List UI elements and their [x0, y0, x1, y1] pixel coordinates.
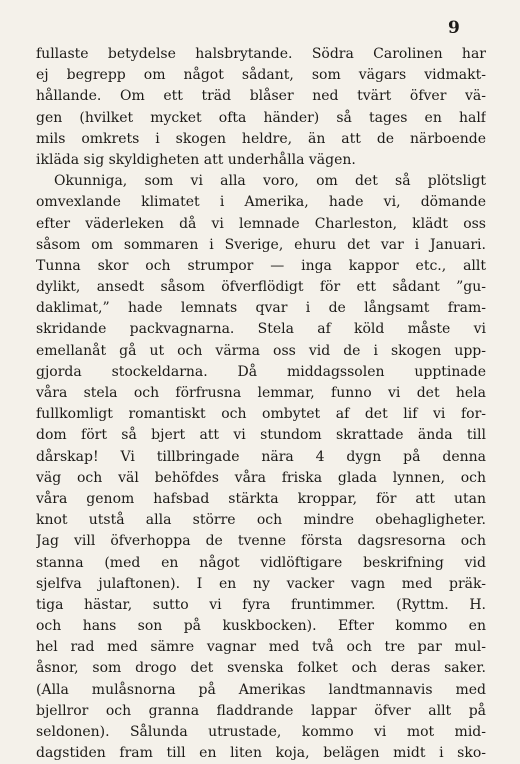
text-line: sjelfva julaftonen). I en ny vacker vagn med präk- — [36, 575, 486, 592]
text-line: och hans son på kuskbocken). Efter kommo en — [36, 618, 486, 635]
text-line: hel rad med sämre vagnar med två och tre par mul- — [36, 639, 486, 656]
text-line: väg och väl behöfdes våra friska glada lynnen, och — [36, 469, 486, 486]
text-line: Okunniga, som vi alla voro, om det så plötsligt — [54, 173, 486, 190]
text-line: stanna (med en något vidlöftigare beskrifning vid — [36, 554, 486, 571]
text-line: mils omkrets i skogen heldre, än att de närboende — [36, 130, 486, 147]
text-line: Jag vill öfverhoppa de tvenne första dagsresorna och — [36, 533, 486, 550]
text-line: efter väderleken då vi lemnade Charleston, klädt oss — [36, 215, 486, 232]
text-line: tiga hästar, sutto vi fyra fruntimmer. (Ryttm. H. — [36, 596, 486, 613]
text-line: fullaste betydelse halsbrytande. Södra Carolinen har — [36, 46, 486, 62]
text-line: gen (hvilket mycket ofta händer) så tages en half — [36, 109, 486, 126]
text-line: bjellror och granna fladdrande lappar öfver allt på — [36, 702, 486, 719]
text-line: gjorda stockeldarna. Då middagssolen upptinade — [36, 363, 486, 380]
body-text — [36, 44, 486, 764]
text-line: daklimat,” hade lemnats qvar i de långsamt fram- — [36, 300, 486, 317]
text-line: Tunna skor och strumpor — inga kappor etc., allt — [36, 257, 486, 274]
text-line: våra stela och förfrusna lemmar, funno vi det hela — [36, 385, 486, 401]
text-line: våra genom hafsbad stärkta kroppar, för att utan — [36, 490, 486, 507]
text-line: omvexlande klimatet i Amerika, hade vi, dömande — [36, 194, 486, 211]
text-line: dom fört så bjert att vi stundom skrattade ända till — [36, 427, 486, 444]
text-line: (Alla mulåsnorna på Amerikas landtmannavis med — [36, 681, 486, 698]
text-line: dårskap! Vi tillbringade nära 4 dygn på denna — [36, 448, 486, 465]
text-line: fullkomligt romantiskt och ombytet af det lif vi for- — [36, 406, 486, 423]
text-line: skridande packvagnarna. Stela af köld måste vi — [36, 321, 486, 338]
page-number: 9 — [448, 18, 460, 38]
text-line: ej begrepp om något sådant, som vägars vidmakt- — [36, 67, 486, 84]
text-line: hållande. Om ett träd blåser ned tvärt öfver vä- — [36, 88, 486, 105]
text-line: dagstiden fram till en liten koja, belägen midt i sko- — [36, 745, 486, 762]
text-line: dylikt, ansedt såsom öfverflödigt för ett sådant ”gu- — [36, 279, 486, 296]
text-line: seldonen). Sålunda utrustade, kommo vi mot mid- — [36, 724, 486, 740]
text-line: åsnor, som drogo det svenska folket och deras saker. — [36, 660, 486, 677]
text-line: emellanåt gå ut och värma oss vid de i skogen upp- — [36, 342, 486, 359]
text-line: knot utstå alla större och mindre obehagligheter. — [36, 512, 486, 529]
text-line: ikläda sig skyldigheten att underhålla vägen. — [36, 151, 356, 168]
text-line: såsom om sommaren i Sverige, ehuru det var i Januari. — [36, 236, 486, 253]
